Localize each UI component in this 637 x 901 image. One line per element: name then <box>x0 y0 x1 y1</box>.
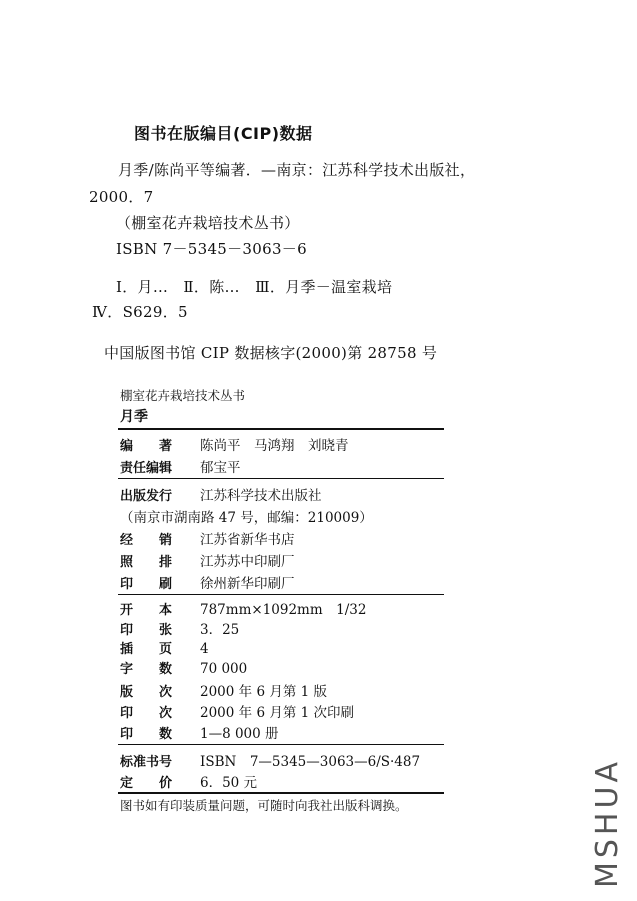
row-value: 徐州新华印刷厂 <box>200 576 295 592</box>
info-row-price <box>120 771 257 791</box>
row-value: 郁宝平 <box>200 460 241 476</box>
cip-title: 图书在版编目(CIP)数据 <box>134 124 313 143</box>
row-label: 定 价 <box>120 776 173 791</box>
info-row-address <box>120 506 373 526</box>
info-row-printer <box>120 572 295 592</box>
info-row-format <box>120 598 366 618</box>
row-value: 江苏科学技术出版社 <box>200 488 322 504</box>
cip-line-series: （棚室花卉栽培技术丛书） <box>116 214 300 232</box>
row-value: 70 000 <box>200 661 248 677</box>
row-label: 标准书号 <box>120 755 173 770</box>
info-row-editor <box>120 456 241 476</box>
row-value: 1—8 000 册 <box>200 726 279 742</box>
info-row-typesetting <box>120 550 295 570</box>
row-label: 出版发行 <box>120 489 173 504</box>
divider <box>118 478 444 479</box>
row-value: ISBN 7—5345—3063—6/S·487 <box>200 754 421 770</box>
row-label: 印 数 <box>120 727 173 742</box>
info-row-author <box>120 434 349 454</box>
info-row-printing <box>120 701 354 721</box>
info-row-distributor <box>120 528 295 548</box>
cip-line-date: 2000．7 <box>89 188 154 206</box>
row-label: 版 次 <box>120 685 173 700</box>
quality-notice: 图书如有印装质量问题，可随时向我社出版科调换。 <box>120 798 408 813</box>
row-label: 责任编辑 <box>120 461 173 476</box>
row-value: 江苏苏中印刷厂 <box>200 554 295 570</box>
row-value: 4 <box>200 641 209 657</box>
info-row-sheets <box>120 618 239 638</box>
cip-line-subjects: Ⅰ．月… Ⅱ．陈… Ⅲ．月季－温室栽培 <box>116 278 393 296</box>
row-label: 插 页 <box>120 642 173 657</box>
row-value: 江苏省新华书店 <box>200 532 295 548</box>
row-label: 印 次 <box>120 706 173 721</box>
watermark: MSHUA <box>590 758 625 888</box>
divider <box>118 428 444 430</box>
divider <box>118 594 444 595</box>
info-row-plates <box>120 638 209 657</box>
row-label: 开 本 <box>120 603 173 618</box>
row-label: 印 刷 <box>120 577 173 592</box>
divider <box>118 792 444 794</box>
row-label: 印 张 <box>120 623 173 638</box>
row-value: 3．25 <box>200 622 240 638</box>
row-label: 字 数 <box>120 662 173 677</box>
series-name: 棚室花卉栽培技术丛书 <box>120 388 246 403</box>
cip-line-isbn: ISBN 7－5345－3063－6 <box>116 240 307 258</box>
row-label: 经 销 <box>120 533 173 548</box>
cip-line-author: 月季/陈尚平等编著．—南京：江苏科学技术出版社， <box>118 161 476 179</box>
row-value: 2000 年 6 月第 1 次印刷 <box>200 705 354 721</box>
row-value: 2000 年 6 月第 1 版 <box>200 684 327 700</box>
row-label: 编 著 <box>120 439 173 454</box>
row-value: 6．50 元 <box>200 775 258 791</box>
info-row-edition <box>120 680 327 700</box>
row-value: （南京市湖南路 47 号，邮编：210009） <box>120 510 373 526</box>
row-value: 陈尚平 马鸿翔 刘晓青 <box>200 438 349 454</box>
row-label: 照 排 <box>120 555 173 570</box>
info-row-publisher <box>120 484 322 504</box>
cip-line-record-number: 中国版图书馆 CIP 数据核字(2000)第 28758 号 <box>104 344 438 362</box>
info-row-word-count <box>120 658 247 677</box>
row-value: 787mm×1092mm 1/32 <box>200 602 367 618</box>
divider <box>118 744 444 745</box>
book-title: 月季 <box>120 409 148 425</box>
cip-line-classification: Ⅳ．S629．5 <box>92 303 188 321</box>
info-row-print-run <box>120 722 279 742</box>
info-row-isbn <box>120 750 420 770</box>
